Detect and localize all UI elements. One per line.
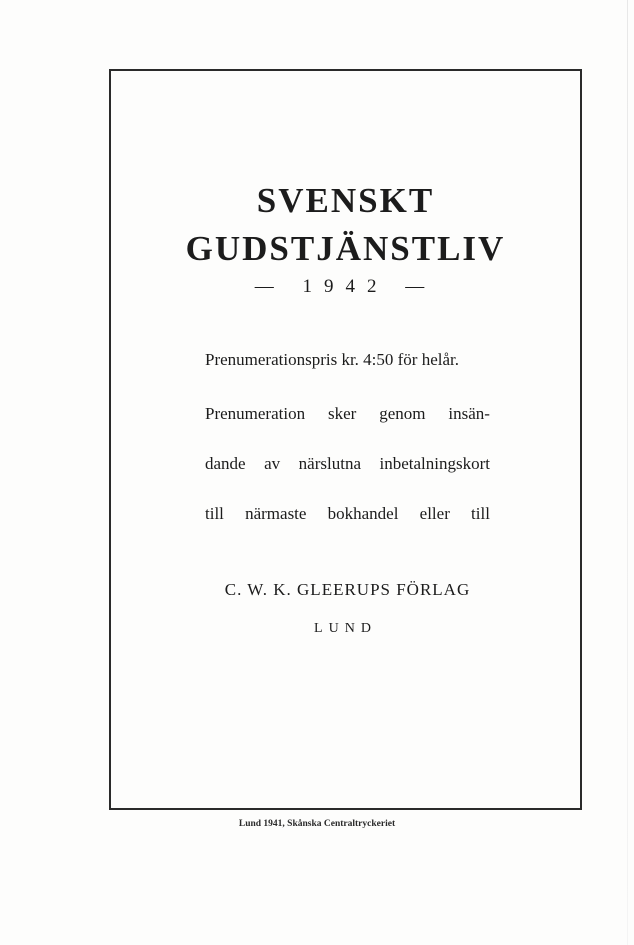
word: dande [205,454,246,473]
printer-imprint: Lund 1941, Skånska Centraltryckeriet [238,819,396,829]
publisher-city: LUND [314,621,377,636]
word: sker [328,404,357,423]
word: bokhandel [327,504,399,523]
subscription-line-4 [205,505,490,522]
word: inbetalningskort [379,454,490,473]
publisher-name: C. W. K. GLEERUPS FÖRLAG [224,580,471,599]
subscription-line-2 [205,405,490,422]
word: genom [379,404,426,423]
year-line: — 1942 — [254,276,437,297]
word: Prenumeration [205,404,306,423]
subscription-line-3 [205,455,490,472]
word: av [264,454,281,473]
subscription-price: Prenumerationspris kr. 4:50 för helår. [205,350,460,369]
word: till [471,504,490,523]
title-line-1: SVENSKT [256,181,435,220]
word: till [205,504,224,523]
word: insän- [448,404,490,423]
page-edge [627,0,628,945]
title-frame [109,69,582,810]
word: eller [419,504,450,523]
word: närmaste [245,504,307,523]
title-line-2: GUDSTJÄNSTLIV [185,229,506,268]
word: närslutna [298,454,361,473]
